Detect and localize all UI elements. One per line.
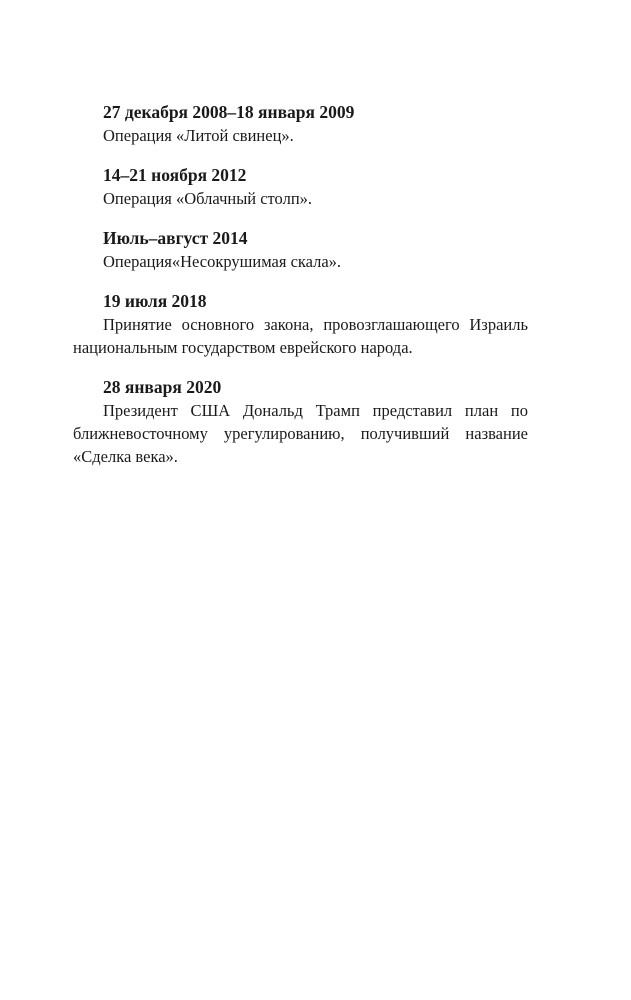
entry-date: 27 декабря 2008–18 января 2009	[103, 102, 355, 122]
chronology-entry-3	[103, 226, 528, 273]
entry-text: Президент США Дональд Трамп представил план по ближневосточному урегулированию, получивший название «Сделка века».	[73, 401, 528, 466]
chronology-entry-5	[73, 375, 528, 468]
entry-date: 14–21 ноября 2012	[103, 165, 247, 185]
entry-text: Операция «Облачный столп».	[103, 189, 313, 208]
chronology-entry-1	[103, 100, 528, 147]
chronology-entry-4	[73, 289, 528, 359]
entry-text: Принятие основного закона, провозглашающего Израиль национальным государством еврейского народа.	[73, 315, 528, 357]
entry-date: Июль–август 2014	[103, 228, 248, 248]
entry-text: Операция«Несокрушимая скала».	[103, 252, 342, 271]
chronology-list	[73, 100, 528, 484]
chronology-entry-2	[103, 163, 528, 210]
entry-text: Операция «Литой свинец».	[103, 126, 294, 145]
entry-date: 19 июля 2018	[103, 291, 207, 311]
entry-date: 28 января 2020	[103, 377, 222, 397]
